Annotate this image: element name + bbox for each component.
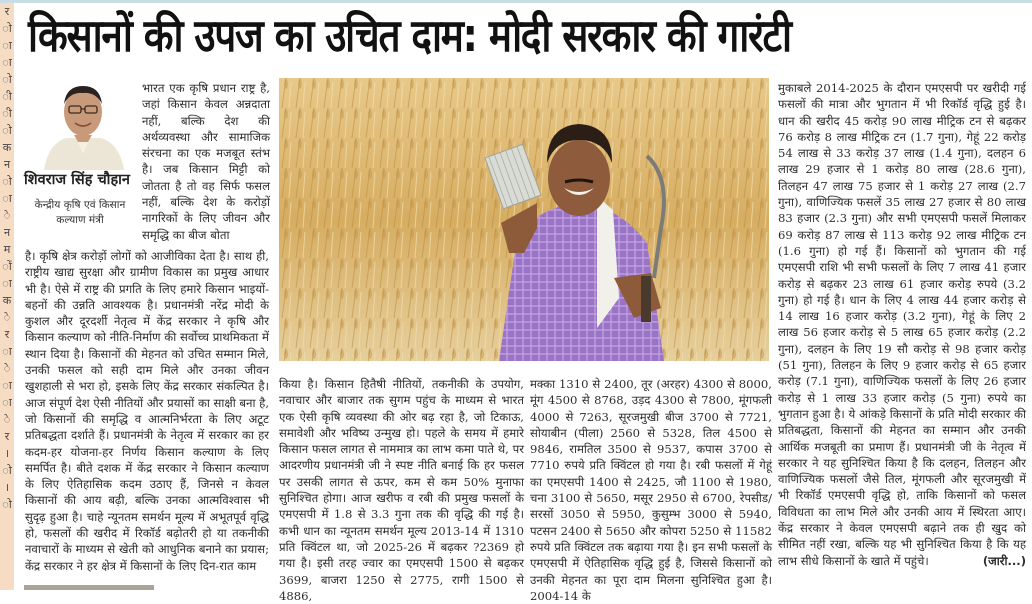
article-column-1	[25, 248, 269, 574]
strip-char: ा	[2, 396, 12, 409]
strip-char: र	[4, 5, 10, 18]
strip-char: ा	[2, 345, 12, 358]
continued-label: (जारी...)	[982, 553, 1026, 568]
article-column-4	[778, 80, 1026, 569]
strip-char: ा	[2, 56, 12, 69]
strip-char: म	[3, 243, 11, 256]
intro-text: भारत एक कृषि प्रधान राष्ट्र है, जहां किसान केवल अन्नदाता नहीं, बल्कि देश की अर्थव्यवस्था और सामाजिक संरचना का एक मजबूत स्तंभ है। जब किसान मिट्टी को जोतता है तो वह सिर्फ फसल नहीं, बल्कि देश के करोड़ों नागरिकों के लिए जीवन और समृद्धि का बीज बोता	[142, 81, 270, 242]
strip-char: ।	[4, 447, 10, 460]
column-2-text: किया है। किसान हितैषी नीतियों, तकनीकी के उपयोग, नवाचार और बाजार तक सुगम पहुंच के माध्यम से भारत एक ऐसी कृषि व्यवस्था की ओर बढ़ रहा है, जो टिकाऊ, समावेशी और भविष्य उन्मुख हो। पहले के समय में हमारे किसान फसल लागत से नाममात्र का लाभ कमा पाते थे, पर आदरणीय प्रधानमंत्री जी ने स्पष्ट नीति बनाई कि हर फसल पर उसकी लागत से ऊपर, कम से कम 50% मुनाफा सुनिश्चित होगा। आज खरीफ व रबी की प्रमुख फसलों के एमएसपी में 1.8 से 3.3 गुना तक की वृद्धि की गई है। कभी धान का न्यूनतम समर्थन मूल्य 2013-14 में 1310 प्रति क्विंटल था, जो 2025-26 में बढ़कर ?2369 हो गया है। इसी तरह ज्वार का एमएसपी 1500 से बढ़कर 3699, बाजरा 1250 से 2775, रागी 1500 से 4886,	[279, 377, 524, 603]
strip-char: र	[4, 328, 10, 341]
headline: किसानों की उपज का उचित दाम: मोदी सरकार की गारंटी	[28, 9, 791, 62]
strip-char: े	[3, 413, 11, 426]
strip-char: े	[3, 362, 11, 375]
article-column-3	[530, 376, 772, 604]
strip-char: न	[3, 158, 11, 171]
strip-char: ो	[2, 175, 12, 188]
strip-char: ी	[2, 107, 12, 120]
strip-char: ा	[2, 277, 12, 290]
top-border	[0, 0, 1032, 3]
column-3-text: मक्का 1310 से 2400, तूर (अरहर) 4300 से 8000, मूंग 4500 से 8768, उड़द 4300 से 7800, मूंगफली 4000 से 7263, सूरजमुखी बीज 3700 से 7721, सोयाबीन (पीला) 2560 से 5328, तिल 4500 से 9846, रामतिल 3500 से 9537, कपास 3700 से 7710 रुपये प्रति क्विंटल हो गया है। रबी फसलों में गेहूं का एमएसपी 1400 से 2425, जौ 1100 से 1980, चना 3100 से 5650, मसूर 2950 से 6700, रेपसीड/सरसों 3050 से 5950, कुसुम्भ 3000 से 5940, पटसन 2400 से 5650 और कोपरा 5250 से 11582 रुपये प्रति क्विंटल तक बढ़ाया गया है। इन सभी फसलों के एमएसपी में ऐतिहासिक वृद्धि हुई है, जिससे किसानों को उनकी मेहनत का पूरा दाम मिलना सुनिश्चित हुआ है। 2004-14 के	[530, 377, 772, 603]
strip-char: ा	[2, 379, 12, 392]
strip-char: े	[3, 311, 11, 324]
strip-char: ो	[2, 73, 12, 86]
strip-char: ।	[4, 481, 10, 494]
strip-char: ा	[2, 39, 12, 52]
strip-char: ी	[2, 90, 12, 103]
strip-char: ा	[2, 192, 12, 205]
main-photo-farmer	[279, 78, 769, 361]
strip-char: े	[3, 209, 11, 222]
author-title: केन्द्रीय कृषि एवं किसान कल्याण मंत्री	[34, 199, 126, 226]
strip-char: ो	[2, 498, 12, 511]
strip-char: र	[4, 430, 10, 443]
adjacent-column-edge	[0, 3, 14, 590]
article-intro	[142, 80, 270, 243]
strip-char: ो	[2, 22, 12, 35]
strip-char: ो	[2, 464, 12, 477]
strip-char: क	[2, 294, 12, 307]
strip-char: ों	[2, 260, 12, 273]
column-4-text: मुकाबले 2014-2025 के दौरान एमएसपी पर खरीदी गई फसलों की मात्रा और भुगतान में भी रिकॉर्ड वृद्धि हुई है। धान की खरीद 45 करोड़ 90 लाख मीट्रिक टन से बढ़कर 76 करोड़ 8 लाख मीट्रिक टन (1.7 गुना), गेहूं 22 करोड़ 54 लाख से 33 करोड़ 37 लाख (1.4 गुना), दलहन 6 लाख 29 हजार से 1 करोड़ 80 लाख (28.6 गुना), तिलहन 47 लाख 75 हजार से 1 करोड़ 27 लाख (2.7 गुना), वाणिज्यिक फसलें 35 लाख 27 हजार से 80 लाख 83 हजार (2.3 गुना) और सभी एमएसपी फसलें मिलाकर 69 करोड़ 87 लाख से 113 करोड़ 92 लाख मीट्रिक टन (1.6 गुना) हो गई हैं। किसानों को भुगतान की गई एमएसपी राशि भी सभी फसलों के लिए 7 लाख 41 हजार करोड़ से बढ़कर 23 लाख 61 हजार करोड़ रुपये (3.2 गुना) हो गई है। धान के लिए 4 लाख 44 हजार करोड़ से 14 लाख 16 हजार करोड़ (3.2 गुना), गेहूं के लिए 2 लाख 56 हजार करोड़ से 5 लाख 65 हजार करोड़ (2.2 गुना), दलहन के लिए 19 सौ करोड़ से 98 हजार करोड़ (51 गुना), तिलहन के लिए 9 हजार करोड़ से 65 हजार करोड़ (7.1 गुना), वाणिज्यिक फसलों के लिए 26 हजार करोड़ से 1 लाख 33 हजार करोड़ (5 गुना) रुपये का भुगतान हुआ है। ये आंकड़े किसानों के प्रति मोदी सरकार की प्रतिबद्धता, किसानों की मेहनत का सम्मान और उनकी आर्थिक मजबूती का प्रमाण हैं। प्रधानमंत्री जी के नेतृत्व में सरकार ने यह सुनिश्चित किया है कि दलहन, तिलहन और वाणिज्यिक फसलों जैसे तिल, मूंगफली और सूरजमुखी में भी रिकॉर्ड एमएसपी वृद्धि हो, ताकि किसानों को फसल विविधता का लाभ मिले और उनकी आय में स्थिरता आए। केंद्र सरकार ने केवल एमएसपी बढ़ाने तक ही खुद को सीमित नहीं रखा, बल्कि यह भी सुनिश्चित किया है कि यह लाभ सीधे किसानों के खाते में पहुंचे। (जारी...)	[778, 81, 1026, 568]
strip-char: ो	[2, 124, 12, 137]
strip-char: न	[3, 226, 11, 239]
author-photo	[36, 78, 131, 170]
next-article-edge	[24, 585, 154, 590]
strip-char: क	[2, 141, 12, 154]
author-name: शिवराज सिंह चौहान	[24, 172, 130, 188]
article-column-2	[279, 376, 524, 604]
column-1-text: है। कृषि क्षेत्र करोड़ों लोगों को आजीविका देता है। साथ ही, राष्ट्रीय खाद्य सुरक्षा और ग्रामीण विकास का प्रमुख आधार भी है। ऐसे में राष्ट्र की प्रगति के लिए हमारे किसान भाइयों- बहनों की उन्नति आवश्यक है। प्रधानमंत्री नरेंद्र मोदी के कुशल और दूरदर्शी नेतृत्व में केंद्र सरकार ने कृषि और किसान कल्याण को नीति-निर्माण की सर्वोच्च प्राथमिकता में स्थान दिया है। किसानों की मेहनत को उचित सम्मान मिले, उनकी फसल को सही दाम मिले और उनका जीवन खुशहाली से भरा हो, इसके लिए केंद्र सरकार संकल्पित है। आज संपूर्ण देश ऐसी नीतियों और प्रयासों का साक्षी बना है, जो किसानों की समृद्धि व आत्मनिर्भरता के लिए अटूट प्रतिबद्धता दर्शाते हैं। प्रधानमंत्री के नेतृत्व में सरकार का हर कदम-हर योजना-हर निर्णय किसान कल्याण के लिए समर्पित है। बीते दशक में केंद्र सरकार ने किसान कल्याण के लिए ऐतिहासिक कदम उठाए हैं, जिनसे न केवल किसानों की आय बढ़ी, बल्कि उनका आत्मविश्वास भी सुदृढ़ हुआ है। चाहे न्यूनतम समर्थन मूल्य में अभूतपूर्व वृद्धि हो, फसलों की खरीद में रिकॉर्ड बढ़ोतरी हो या तकनीकी नवाचारों के माध्यम से खेती को आधुनिक बनाने का प्रयास; केंद्र सरकार ने हर क्षेत्र में किसानों के लिए दिन-रात काम	[25, 249, 269, 573]
